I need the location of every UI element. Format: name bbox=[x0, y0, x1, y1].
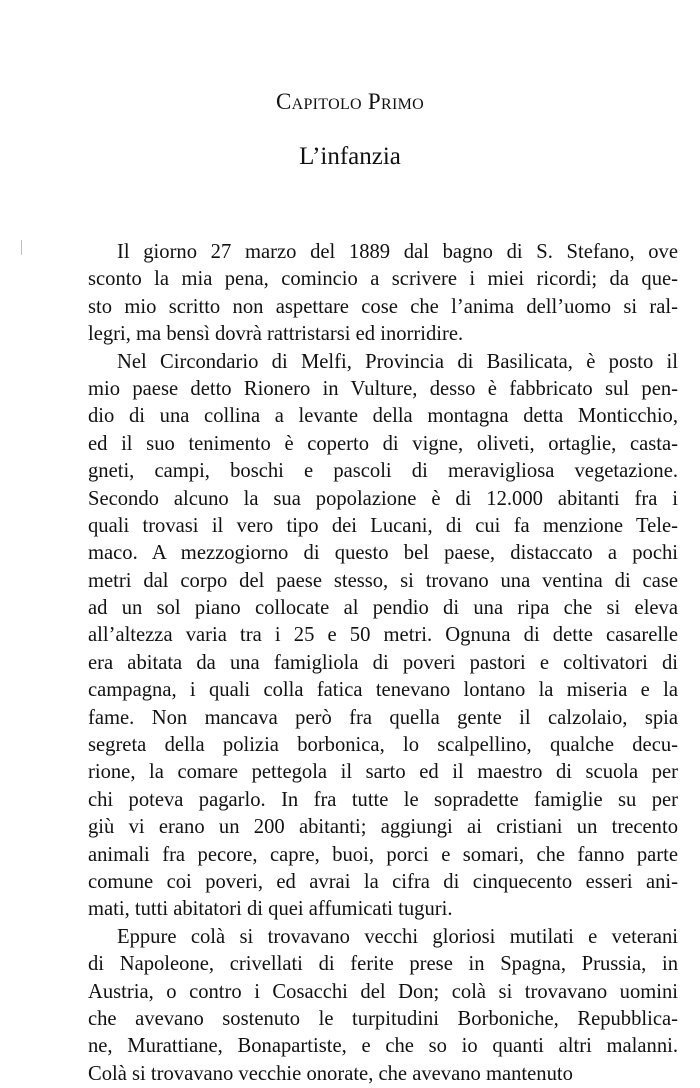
text-line: Nel Circondario di Melfi, Provincia di Basilicata, è posto il bbox=[117, 350, 678, 373]
text-line: comune coi poveri, ed avrai la cifra di cinquecento esseri ani- bbox=[88, 870, 678, 893]
text-line: campagna, i quali colla fatica tenevano lontano la miseria e la bbox=[88, 679, 678, 702]
text-line: mio paese detto Rionero in Vulture, desso è fabbricato sul pen- bbox=[88, 377, 678, 400]
text-line: sconto la mia pena, comincio a scrivere i miei ricordi; da que- bbox=[88, 268, 678, 291]
text-line: segreta della polizia borbonica, lo scalpellino, qualche decu- bbox=[88, 734, 678, 757]
text-line: Austria, o contro i Cosacchi del Don; colà si trovavano uomini bbox=[88, 980, 678, 1003]
text-line: all’altezza varia tra i 25 e 50 metri. Ognuna di dette casarelle bbox=[88, 624, 678, 647]
text-line: maco. A mezzogiorno di questo bel paese, distaccato a pochi bbox=[88, 542, 678, 565]
text-line: sto mio scritto non aspettare cose che l’anima dell’uomo si ral- bbox=[88, 295, 678, 318]
text-line: gneti, campi, boschi e pascoli di meravigliosa vegetazione. bbox=[88, 460, 678, 483]
text-line: Colà si trovavano vecchie onorate, che avevano mantenuto bbox=[88, 1062, 573, 1085]
text-line: era abitata da una famigliola di poveri pastori e coltivatori di bbox=[88, 651, 678, 674]
text-line: Il giorno 27 marzo del 1889 dal bagno di S. Stefano, ove bbox=[117, 241, 678, 263]
chapter-heading: Capitolo Primo bbox=[275, 89, 424, 114]
text-line: giù vi erano un 200 abitanti; aggiungi ai cristiani un trecento bbox=[88, 816, 678, 839]
text-line: ne, Murattiane, Bonapartiste, e che so io quanti altri malanni. bbox=[88, 1035, 678, 1058]
text-line: mati, tutti abitatori di quei affumicati tuguri. bbox=[88, 898, 453, 921]
text-line: dio di una collina a levante della montagna detta Monticchio, bbox=[88, 405, 678, 428]
chapter-title: L’infanzia bbox=[299, 143, 401, 170]
body-text bbox=[88, 239, 678, 1088]
text-line: ad un sol piano collocate al pendio di una ripa che si eleva bbox=[88, 597, 678, 620]
text-line: che avevano sostenuto le turpitudini Borboniche, Repubblica- bbox=[88, 1007, 678, 1030]
text-line: Secondo alcuno la sua popolazione è di 12.000 abitanti fra i bbox=[88, 487, 678, 510]
text-line: fame. Non mancava però fra quella gente il calzolaio, spia bbox=[88, 706, 678, 729]
text-line: quali trovasi il vero tipo dei Lucani, di cui fa menzione Tele- bbox=[88, 514, 678, 537]
text-line: legri, ma bensì dovrà rattristarsi ed inorridire. bbox=[88, 323, 464, 346]
text-line: ed il suo tenimento è coperto di vigne, oliveti, ortaglie, casta- bbox=[88, 432, 678, 455]
text-line: metri dal corpo del paese stesso, si trovano una ventina di case bbox=[88, 569, 678, 592]
text-line: rione, la comare pettegola il sarto ed il maestro di scuola per bbox=[88, 761, 678, 784]
paragraph bbox=[88, 349, 678, 924]
text-line: di Napoleone, crivellati di ferite prese in Spagna, Prussia, in bbox=[88, 953, 678, 976]
scan-margin-mark bbox=[21, 240, 22, 255]
paragraph bbox=[88, 924, 678, 1088]
text-line: animali fra pecore, capre, buoi, porci e somari, che fanno parte bbox=[88, 843, 678, 866]
text-line: Eppure colà si trovavano vecchi gloriosi mutilati e veterani bbox=[117, 925, 678, 948]
paragraph bbox=[88, 239, 678, 349]
text-line: chi poteva pagarlo. In fra tutte le sopradette famiglie su per bbox=[88, 788, 678, 811]
